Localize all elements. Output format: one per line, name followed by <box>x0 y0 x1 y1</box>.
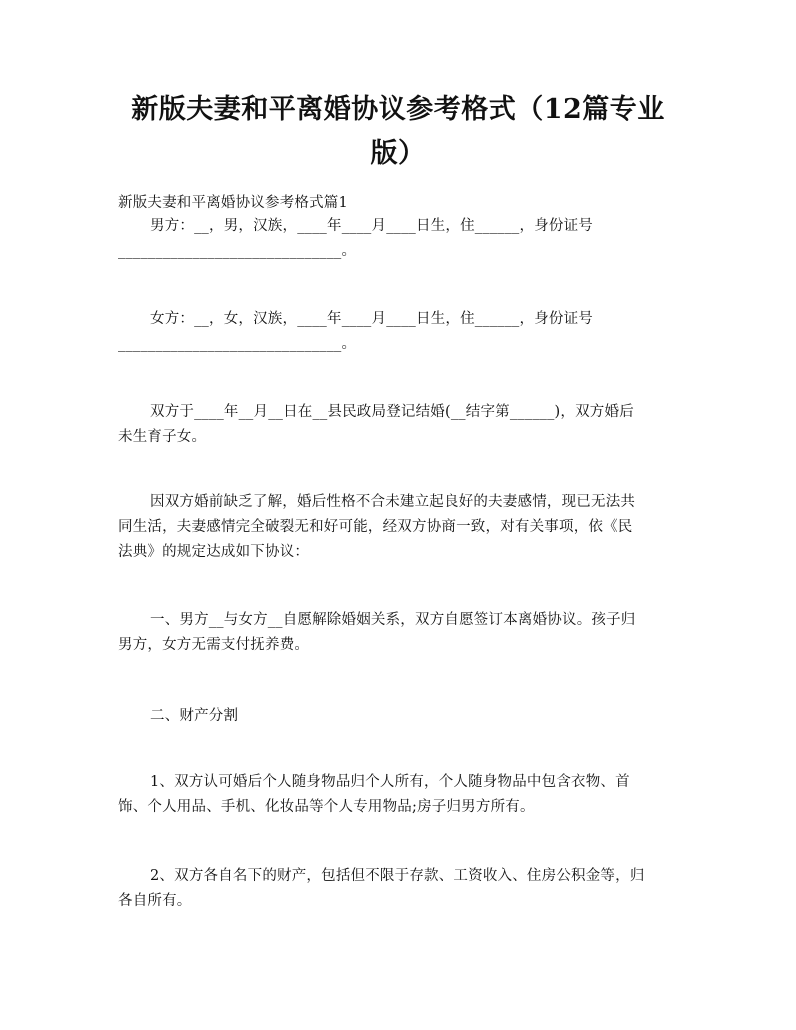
document-title <box>100 88 696 176</box>
paragraph-clause1-line-2: 男方，女方无需支付抚养费。 <box>118 637 310 653</box>
paragraph-male-line-1: 男方：__，男，汉族，____年____月____日生，住______，身份证号 <box>150 218 593 234</box>
paragraph-clause2-line-1: 二、财产分割 <box>150 708 239 724</box>
paragraph-reason-line-1: 因双方婚前缺乏了解，婚后性格不合未建立起良好的夫妻感情，现已无法共 <box>150 494 636 510</box>
paragraph-clause1-line-1: 一、男方__与女方__自愿解除婚姻关系，双方自愿签订本离婚协议。孩子归 <box>150 612 636 628</box>
paragraph-marriage-line-2: 未生育子女。 <box>118 429 207 445</box>
section-heading: 新版夫妻和平离婚协议参考格式篇1 <box>118 195 348 211</box>
paragraph-property2-line-2: 各自所有。 <box>118 893 192 909</box>
paragraph-female-line-2: ______________________________。 <box>118 336 357 352</box>
paragraph-property1-line-2: 饰、个人用品、手机、化妆品等个人专用物品;房子归男方所有。 <box>118 799 535 815</box>
paragraph-female-line-1: 女方：__，女，汉族，____年____月____日生，住______，身份证号 <box>150 311 593 327</box>
title-line-1: 新版夫妻和平离婚协议参考格式（12篇专业 <box>131 94 665 125</box>
paragraph-property2-line-1: 2、双方各自名下的财产，包括但不限于存款、工资收入、住房公积金等，归 <box>150 868 645 884</box>
title-line-2: 版） <box>370 138 426 169</box>
paragraph-marriage-line-1: 双方于____年__月__日在__县民政局登记结婚(__结字第______)，双方婚后 <box>150 404 634 420</box>
paragraph-reason-line-2: 同生活，夫妻感情完全破裂无和好可能，经双方协商一致，对有关事项，依《民 <box>118 519 633 535</box>
paragraph-male-line-2: ______________________________。 <box>118 243 357 259</box>
paragraph-reason-line-3: 法典》的规定达成如下协议： <box>118 544 310 560</box>
paragraph-property1-line-1: 1、双方认可婚后个人随身物品归个人所有，个人随身物品中包含衣物、首 <box>150 774 630 790</box>
